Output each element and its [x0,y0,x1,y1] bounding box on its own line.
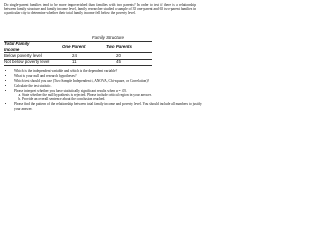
question-item: • Which test should you use (Two Sample Independent t, ANOVA, Chi-square, or Correlation)? [14,79,206,83]
question-item: • Which is the independent variable and which is the dependent variable? [14,69,206,73]
corner-header-line1: Total Family [4,41,30,46]
column-header-one-parent: One Parent [62,43,86,49]
sub-question-item: a. State whether the null hypothesis is rejected. Please include critical region in your answer. [22,93,206,97]
question-item: • What is your null and research hypotheses? [14,74,206,78]
question-item: • Please find the pattern of the relationship between total family income and poverty level. You should include all numbers to justify your answer. [14,102,206,110]
table-title: Family Structure [92,35,124,40]
question-text: Please interpret whether you have statistically significant results when α = .05. [14,89,127,93]
question-list [4,69,206,112]
cell-below-one-parent: 24 [72,53,77,58]
question-item [14,89,206,102]
intro-paragraph: Do single-parent families tend to be more impoverished than families with two parents? In order to test if there is a relationship between family structure and family income level, family researcher studied a sample of 35 one-parent and 65 two-parent families in a particular city to determine whether their total family income fell below the poverty level. [4,3,196,16]
table-bottom-rule [4,65,152,66]
cell-not-below-one-parent: 11 [72,59,77,64]
cell-below-two-parents: 20 [116,53,121,58]
column-header-two-parents: Two Parents [106,43,132,49]
document-page [0,0,200,156]
row-label-below: Below poverty level [4,53,42,58]
sub-question-list [14,93,206,101]
cell-not-below-two-parents: 45 [116,59,121,64]
sub-question-item: b. Provide an overall sentence about the conclusion reached. [22,97,206,101]
corner-header-line2: Income [4,46,20,52]
question-item: • Calculate the test statistic. [14,84,206,88]
row-label-not-below: Not below poverty level [4,59,50,64]
